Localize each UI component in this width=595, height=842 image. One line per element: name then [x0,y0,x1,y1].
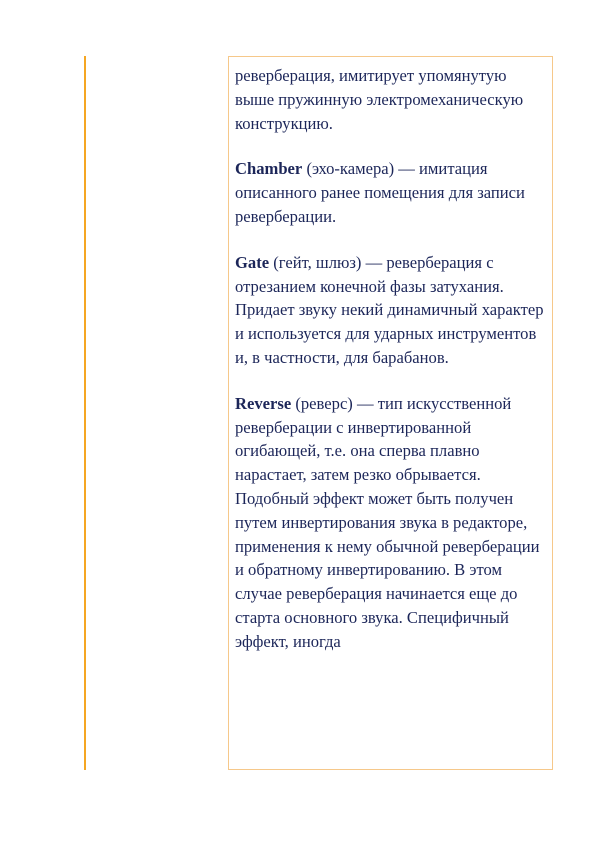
text-column [228,56,553,770]
term-chamber: Chamber [235,159,303,179]
paragraph-reverse [235,392,546,654]
paragraph-spring-continuation [235,64,546,135]
paragraph-text: (гейт, шлюз) — реверберация с отрезанием конечной фазы затухания. Придает звуку некий динамичный характер и используется для ударных инструментов и, в частности, для барабанов. [235,252,544,367]
term-reverse: Reverse [235,393,292,413]
term-gate: Gate [235,252,270,272]
paragraph-chamber [235,157,546,228]
margin-rule [84,56,86,770]
paragraph-text: (эхо-камера) — имитация описанного ранее помещения для записи реверберации. [235,159,525,226]
paragraph-text: (реверс) — тип искусственной реверберации с инвертированной огибающей, т.е. она сперва плавно нарастает, затем резко обрывается. Подобный эффект может быть получен путем инвертирования звука в редакторе, применения к нему обычной реверберации и обратному инвертированию. В этом случае реверберация начинается еще до старта основного звука. Специфичный эффект, иногда [235,393,540,651]
paragraph-gate [235,251,546,370]
paragraph-text: реверберация, имитирует упомянутую выше пружинную электромеханическую конструкцию. [235,66,524,133]
